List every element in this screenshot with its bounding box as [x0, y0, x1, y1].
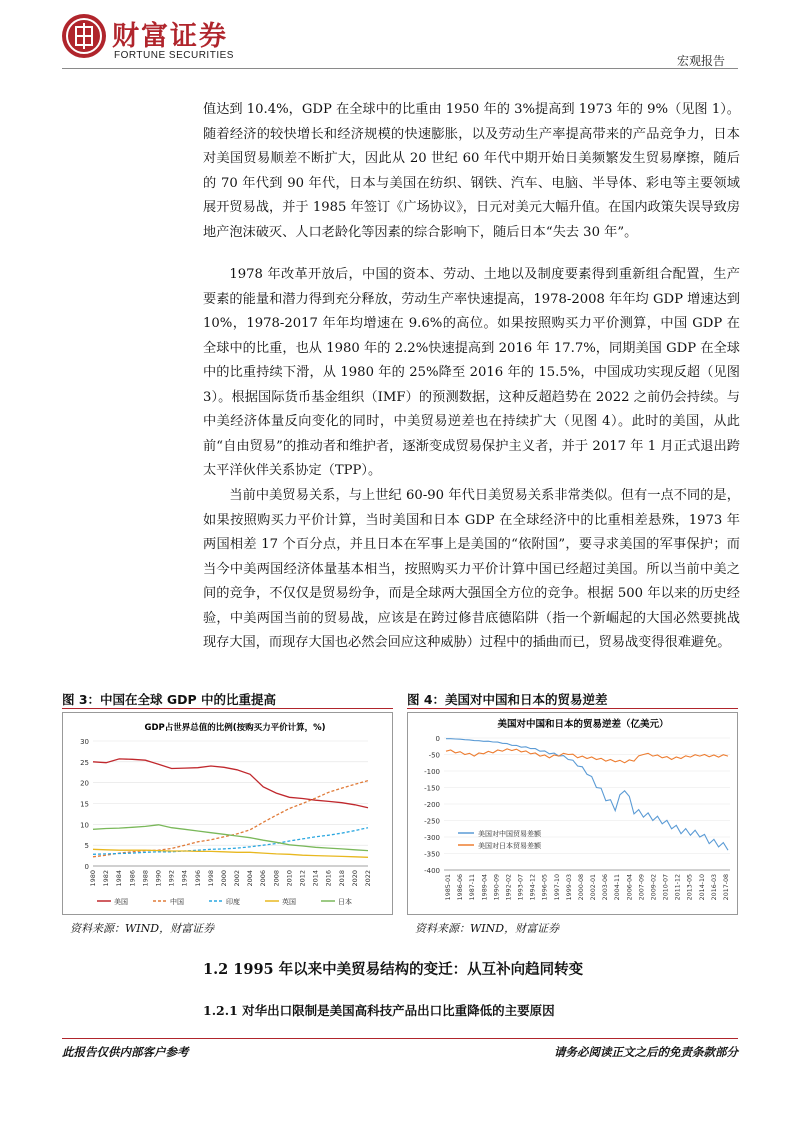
x-tick-label: 1999-03 [565, 874, 573, 901]
x-tick-label: 2006 [259, 870, 268, 887]
footer-divider [62, 1038, 738, 1039]
x-tick-label: 1990 [154, 870, 163, 887]
header-divider [62, 68, 738, 69]
x-tick-label: 1997-10 [553, 874, 561, 901]
x-tick-label: 1989-04 [481, 874, 489, 901]
x-tick-label: 2008 [272, 870, 281, 887]
figure-3-rule [62, 708, 393, 709]
y-tick-label: 5 [84, 842, 89, 851]
paragraph-2-text: 1978 年改革开放后，中国的资本、劳动、土地以及制度要素得到重新组合配置，生产要素的能量和潜力得到充分释放，劳动生产率快速提高，1978-2008 年年均 GDP 增速达到 10%，1978-2017 年年均增速在 9.6%的高位。如果按照购买力平价测算，中国 GDP 在全球中的比重，也从 1980 年的 2.2%快速提高到 2016 年 17.7%，同期美国 GDP 在全球中的比重持续下滑，从 1980 年的 25%降至 2016 年的 15.5%，中国成功实现反超（见图 3）。根据国际货币基金组织（IMF）的预测数据，这种反超趋势在 2022 之前仍会持续。与中美经济体量反向变化的同时，中美贸易逆差也在持续扩大（见图 4）。此时的美国，从此前“自由贸易”的推动者和维护者，逐渐变成贸易保护主义者，并于 2017 年 1 月正式退出跨太平洋伙伴关系协定（TPP）。 [203, 267, 740, 478]
y-tick-label: -350 [424, 850, 440, 859]
y-tick-label: -400 [424, 867, 440, 875]
x-tick-label: 2000 [219, 870, 228, 887]
trade-deficit-chart [408, 713, 737, 914]
legend-label: 美国对日本贸易差额 [478, 842, 541, 850]
chart-title: GDP占世界总值的比例(按购买力平价计算，%) [144, 723, 326, 733]
figure-3-chart [62, 712, 393, 915]
x-tick-label: 2006-04 [626, 874, 634, 901]
y-tick-label: -150 [424, 784, 440, 793]
legend-label: 英国 [282, 898, 296, 906]
x-tick-label: 2020 [350, 870, 359, 887]
y-tick-label: -50 [428, 751, 440, 760]
series-line-美国对日本贸易差额 [446, 749, 728, 763]
y-tick-label: 25 [80, 758, 89, 767]
x-tick-label: 1990-09 [493, 874, 501, 901]
x-tick-label: 2004 [246, 870, 255, 887]
figure-3-source: 资料来源：WIND，财富证券 [70, 922, 215, 935]
x-tick-label: 1982 [102, 870, 111, 887]
chart-title: 美国对中国和日本的贸易逆差（亿美元） [497, 719, 669, 730]
x-tick-label: 2013-05 [686, 874, 694, 901]
x-tick-label: 2010-07 [662, 874, 670, 901]
x-tick-label: 1996-05 [541, 874, 549, 901]
paragraph-1 [203, 98, 740, 245]
legend-label: 日本 [338, 898, 352, 906]
y-tick-label: 15 [80, 800, 89, 809]
paragraph-1-text: 值达到 10.4%，GDP 在全球中的比重由 1950 年的 3%提高到 1973 年的 9%（见图 1）。随着经济的较快增长和经济规模的快速膨胀，以及劳动生产率提高带来的产品竞争力，日本对美国贸易顺差不断扩大，因此从 20 世纪 60 年代中期开始日美频繁发生贸易摩擦，随后的 70 年代到 90 年代，日本与美国在纺织、钢铁、汽车、电脑、半导体、彩电等主要领域展开贸易战，并于 1985 年签订《广场协议》，日元对美元大幅升值。在国内政策失误导致房地产泡沫破灭、人口老龄化等因素的综合影响下，随后日本“失去 30 年”。 [203, 102, 740, 240]
x-tick-label: 2012 [298, 870, 307, 887]
x-tick-label: 1988 [141, 870, 150, 887]
figure-3-title: 图 3：中国在全球 GDP 中的比重提高 [62, 692, 277, 707]
x-tick-label: 1992 [167, 870, 176, 887]
x-tick-label: 1986-06 [457, 874, 465, 901]
x-tick-label: 1985-01 [445, 874, 452, 901]
x-tick-label: 2014 [311, 870, 320, 887]
x-tick-label: 2017-08 [723, 874, 730, 901]
x-tick-label: 2004-11 [614, 874, 622, 901]
y-tick-label: 0 [435, 735, 440, 743]
x-tick-label: 1998 [206, 870, 215, 887]
figure-4-title: 图 4：美国对中国和日本的贸易逆差 [407, 692, 608, 707]
x-tick-label: 2000-08 [577, 874, 585, 901]
y-tick-label: 30 [80, 738, 89, 746]
legend-label: 印度 [226, 898, 240, 906]
paragraph-2 [203, 263, 740, 484]
x-tick-label: 2018 [337, 870, 346, 887]
y-tick-label: -250 [424, 817, 440, 826]
x-tick-label: 2022 [364, 870, 372, 887]
x-tick-label: 1987-11 [469, 874, 477, 901]
y-tick-label: -200 [424, 801, 440, 809]
figure-4-source: 资料来源：WIND，财富证券 [415, 922, 560, 935]
y-tick-label: -300 [424, 834, 440, 842]
document-type: 宏观报告 [676, 54, 725, 68]
x-tick-label: 2014-10 [698, 874, 706, 901]
subsection-heading: 1.2.1 对华出口限制是美国高科技产品出口比重降低的主要原因 [203, 1003, 555, 1018]
legend-label: 美国对中国贸易差额 [478, 830, 541, 838]
x-tick-label: 1994 [180, 870, 189, 887]
x-tick-label: 2011-12 [674, 874, 682, 901]
x-tick-label: 2002 [233, 870, 242, 887]
series-line-日本 [93, 825, 368, 851]
x-tick-label: 2003-06 [602, 874, 610, 901]
x-tick-label: 2007-09 [638, 874, 646, 901]
logo-text-cn: 财富证券 [112, 21, 228, 52]
gdp-share-chart [63, 713, 392, 914]
x-tick-label: 2016 [324, 870, 333, 887]
section-heading: 1.2 1995 年以来中美贸易结构的变迁：从互补向趋同转变 [203, 961, 584, 978]
x-tick-label: 1994-12 [529, 874, 537, 901]
x-tick-label: 2010 [285, 870, 294, 887]
legend-label: 美国 [114, 898, 128, 906]
y-tick-label: 20 [80, 779, 89, 788]
x-tick-label: 1984 [115, 870, 124, 887]
x-tick-label: 1992-02 [505, 874, 513, 901]
y-tick-label: -100 [424, 768, 440, 776]
logo-emblem-icon [62, 14, 106, 58]
x-tick-label: 2016-03 [710, 874, 718, 901]
legend-label: 中国 [170, 898, 184, 906]
figure-4-chart [407, 712, 738, 915]
x-tick-label: 1996 [193, 870, 202, 887]
footer-right: 请务必阅读正文之后的免责条款部分 [554, 1045, 738, 1059]
x-tick-label: 2009-02 [650, 874, 658, 901]
y-tick-label: 0 [84, 863, 89, 871]
paragraph-3 [203, 484, 740, 656]
footer-left: 此报告仅供内部客户参考 [62, 1045, 189, 1059]
x-tick-label: 2002-01 [590, 874, 598, 901]
x-tick-label: 1993-07 [517, 874, 525, 901]
series-line-美国 [93, 759, 368, 808]
y-tick-label: 10 [80, 821, 89, 830]
x-tick-label: 1986 [128, 870, 137, 887]
logo-text-en: FORTUNE SECURITIES [114, 50, 234, 61]
figure-4-rule [407, 708, 738, 709]
x-tick-label: 1980 [89, 870, 97, 887]
paragraph-3-text: 当前中美贸易关系，与上世纪 60-90 年代日美贸易关系非常类似。但有一点不同的是，如果按照购买力平价计算，当时美国和日本 GDP 在全球经济中的比重相差悬殊，1973 年两国相差 17 个百分点，并且日本在军事上是美国的“依附国”，要寻求美国的军事保护；而当今中美两国经济体量基本相当，按照购买力平价计算中国已经超过美国。所以当前中美之间的竞争，不仅仅是贸易纷争，而是全球两大强国全方位的竞争。根据 500 年以来的历史经验，中美两国当前的贸易战，应该是在跨过修昔底德陷阱（指一个新崛起的大国必然要挑战现存大国，而现存大国也必然会回应这种威胁）过程中的插曲而已，贸易战变得很难避免。 [203, 488, 740, 650]
